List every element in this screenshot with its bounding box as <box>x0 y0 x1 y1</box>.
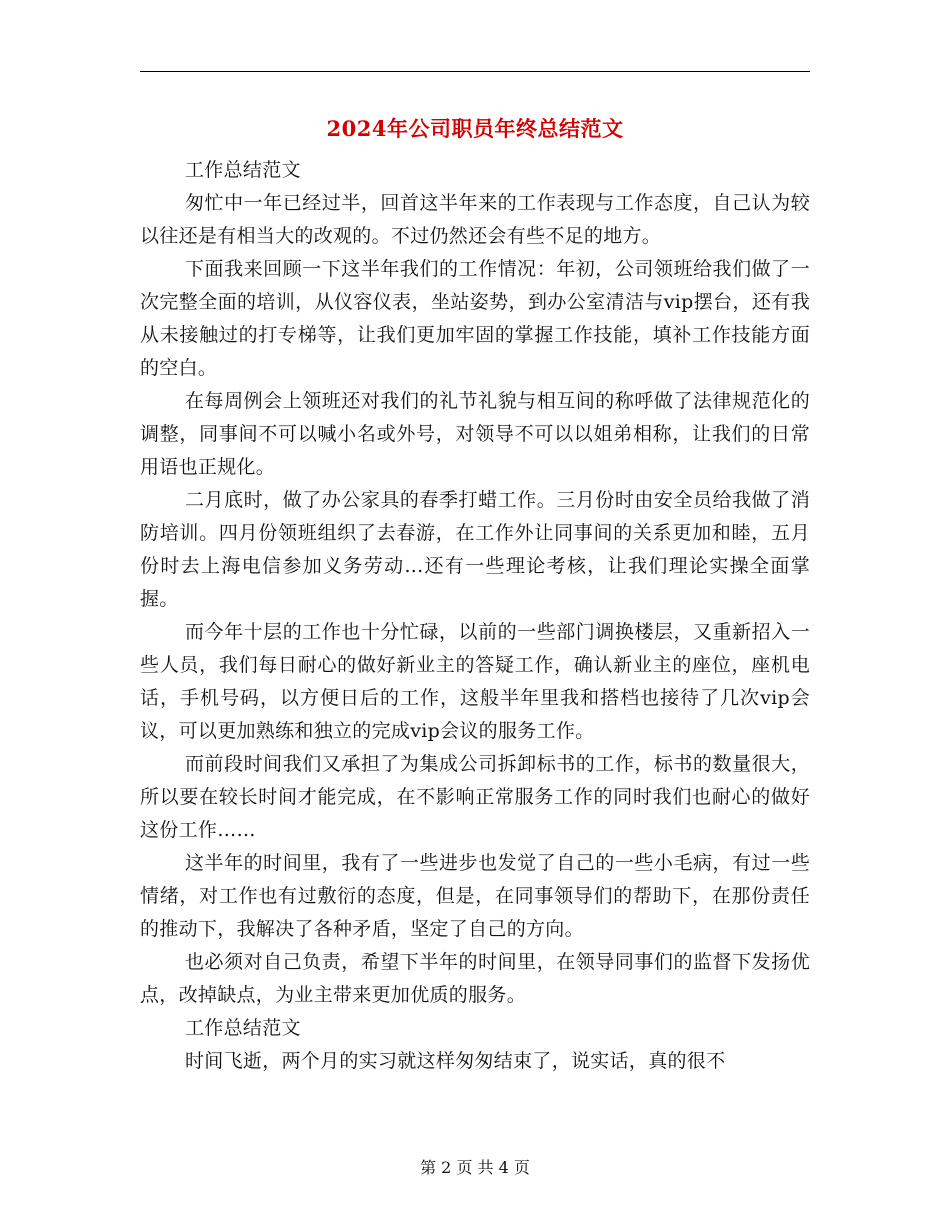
document-body <box>140 154 810 1078</box>
page-number-footer: 第 2 页 共 4 页 <box>420 1158 530 1177</box>
paragraph: 而前段时间我们又承担了为集成公司拆卸标书的工作，标书的数量很大，所以要在较长时间才能完成，在不影响正常服务工作的同时我们也耐心的做好这份工作…… <box>140 753 810 841</box>
document-title: 2024年公司职员年终总结范文 <box>326 116 624 141</box>
paragraph: 也必须对自己负责，希望下半年的时间里，在领导同事们的监督下发扬优点，改掉缺点，为业主带来更加优质的服务。 <box>140 951 810 1006</box>
paragraph: 而今年十层的工作也十分忙碌，以前的一些部门调换楼层，又重新招入一些人员，我们每日耐心的做好新业主的答疑工作，确认新业主的座位，座机电话，手机号码，以方便日后的工作，这般半年里我和搭档也接待了几次vip会议，可以更加熟练和独立的完成vip会议的服务工作。 <box>140 621 810 742</box>
paragraph: 时间飞逝，两个月的实习就这样匆匆结束了，说实话，真的很不 <box>185 1050 726 1072</box>
paragraph: 匆忙中一年已经过半，回首这半年来的工作表现与工作态度，自己认为较以往还是有相当大的改观的。不过仍然还会有些不足的地方。 <box>140 192 810 247</box>
paragraph: 在每周例会上领班还对我们的礼节礼貌与相互间的称呼做了法律规范化的调整，同事间不可以喊小名或外号，对领导不可以以姐弟相称，让我们的日常用语也正规化。 <box>140 390 810 478</box>
paragraph: 二月底时，做了办公家具的春季打蜡工作。三月份时由安全员给我做了消防培训。四月份领班组织了去春游，在工作外让同事间的关系更加和睦，五月份时去上海电信参加义务劳动...还有一些理论考核，让我们理论实操全面掌握。 <box>140 489 810 610</box>
paragraph-section-heading: 工作总结范文 <box>185 159 301 181</box>
paragraph: 这半年的时间里，我有了一些进步也发觉了自己的一些小毛病，有过一些情绪，对工作也有过敷衍的态度，但是，在同事领导们的帮助下，在那份责任的推动下，我解决了各种矛盾，坚定了自己的方向。 <box>140 852 810 940</box>
paragraph-section-heading: 工作总结范文 <box>185 1017 301 1039</box>
paragraph: 下面我来回顾一下这半年我们的工作情况：年初，公司领班给我们做了一次完整全面的培训，从仪容仪表，坐站姿势，到办公室清洁与vip摆台，还有我从未接触过的打专梯等，让我们更加牢固的掌握工作技能，填补工作技能方面的空白。 <box>140 258 810 379</box>
header-rule <box>140 71 810 72</box>
